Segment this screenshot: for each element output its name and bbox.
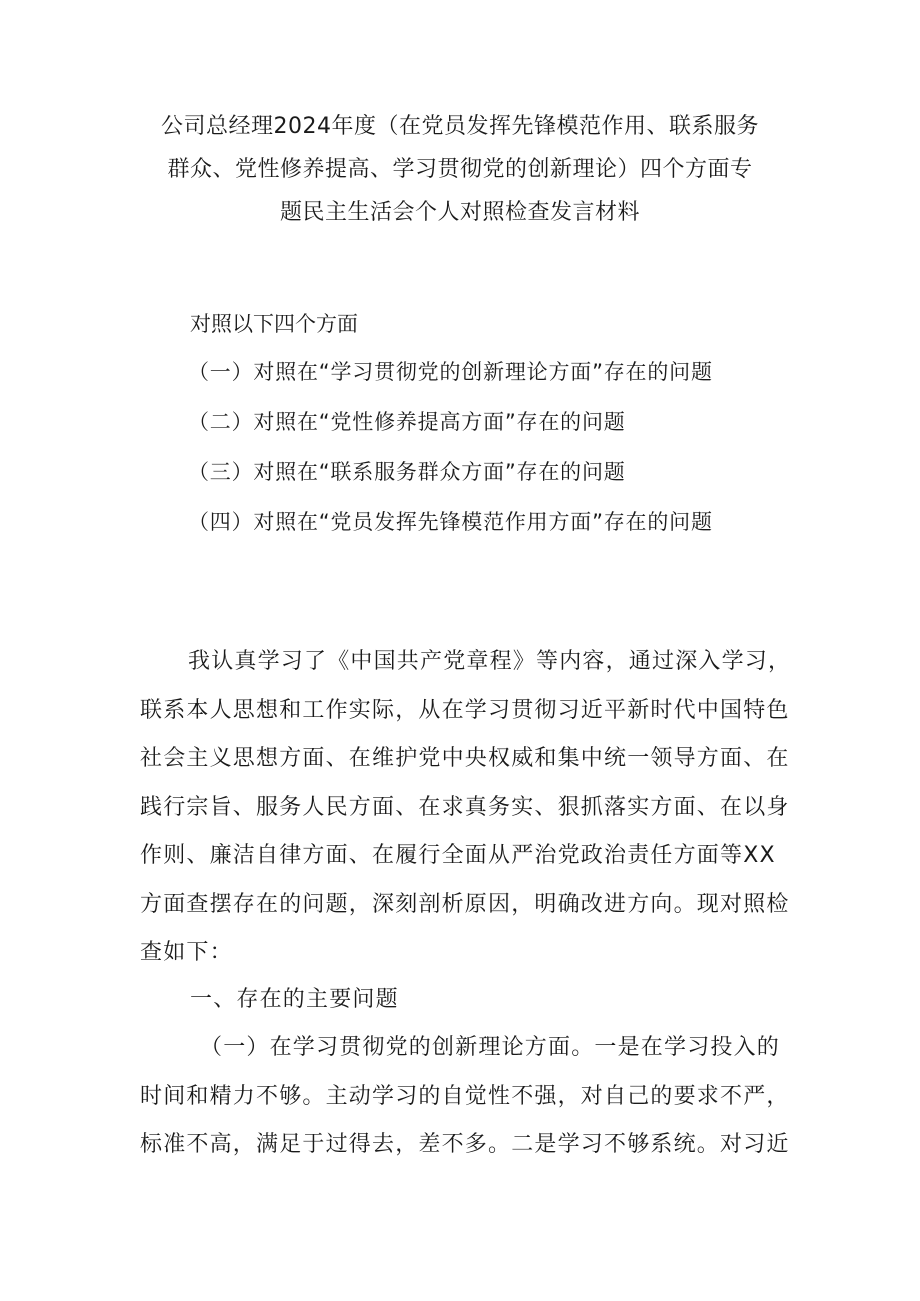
title-line: 公司总经理2024年度（在党员发挥先锋模范作用、联系服务	[161, 114, 759, 139]
intro-text: 对照以下四个方面	[190, 312, 358, 336]
paragraph-line: 方面查摆存在的问题，深刻剖析原因，明确改进方向。现对照检	[140, 891, 790, 917]
aspect-item: （一）对照在“学习贯彻党的创新理论方面”存在的问题	[188, 360, 713, 384]
paragraph-issues	[140, 1024, 800, 1170]
aspect-item: （二）对照在“党性修养提高方面”存在的问题	[188, 410, 626, 434]
paragraph-line: 我认真学习了《中国共产党章程》等内容，通过深入学习，	[188, 649, 792, 674]
paragraph-intro	[140, 638, 800, 978]
paragraph-line: （一）在学习贯彻党的创新理论方面。一是在学习投入的	[200, 1035, 781, 1060]
paragraph-line: 作则、廉洁自律方面、在履行全面从严治党政治责任方面等XX	[140, 843, 776, 868]
paragraph-line: 查如下：	[140, 940, 233, 965]
paragraph-line: 践行宗旨、服务人民方面、在求真务实、狠抓落实方面、在以身	[140, 794, 790, 820]
section-heading: 一、存在的主要问题	[190, 987, 399, 1012]
paragraph-line: 时间和精力不够。主动学习的自觉性不强，对自己的要求不严，	[140, 1083, 790, 1109]
title-line: 题民主生活会个人对照检查发言材料	[279, 200, 640, 225]
paragraph-line: 联系本人思想和工作实际，从在学习贯彻习近平新时代中国特色	[140, 697, 790, 723]
paragraph-line: 社会主义思想方面、在维护党中央权威和集中统一领导方面、在	[140, 746, 790, 771]
title-line: 群众、党性修养提高、学习贯彻党的创新理论）四个方面专	[167, 157, 753, 182]
aspect-item: （三）对照在“联系服务群众方面”存在的问题	[188, 460, 626, 484]
document-title	[140, 105, 780, 234]
paragraph-line: 标准不高，满足于过得去，差不多。二是学习不够系统。对习近	[140, 1132, 790, 1157]
aspect-item: （四）对照在“党员发挥先锋模范作用方面”存在的问题	[188, 510, 713, 534]
aspects-list	[188, 352, 713, 552]
